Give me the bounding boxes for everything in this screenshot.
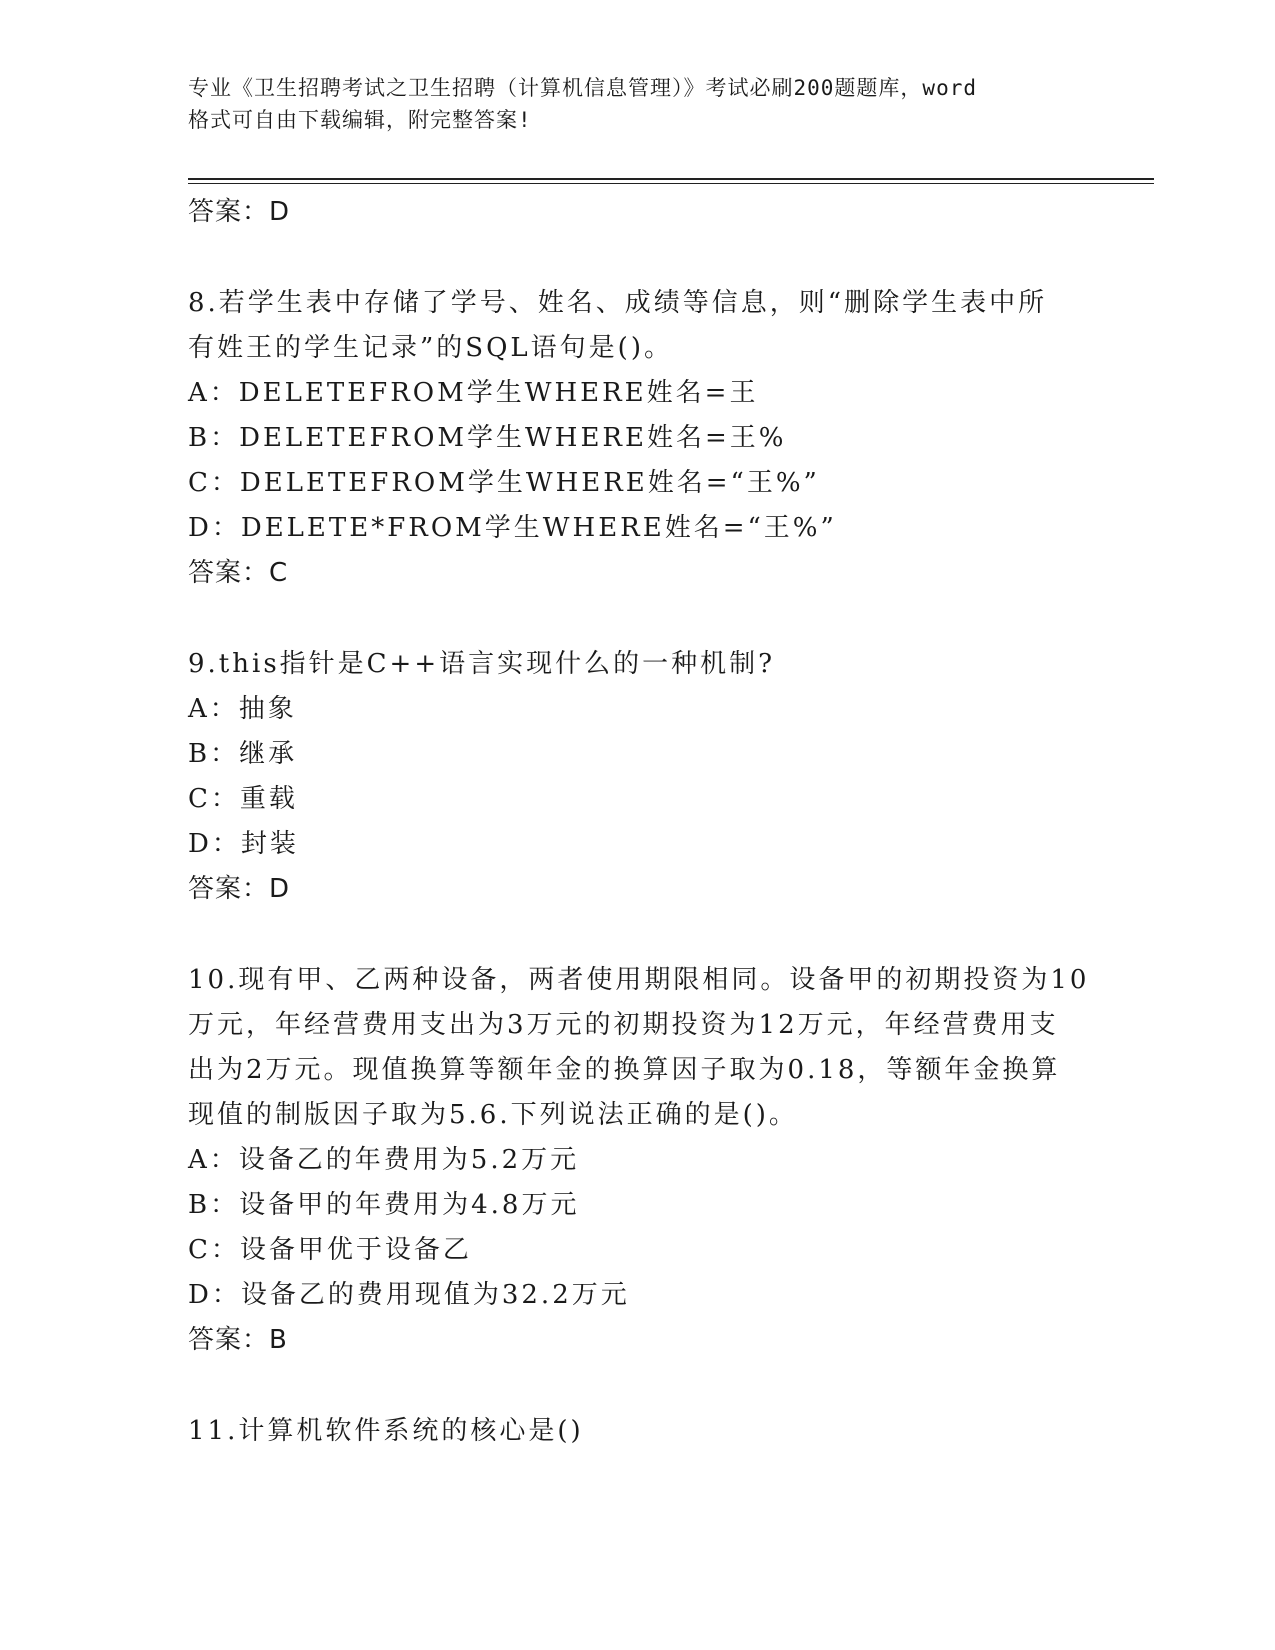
question-8-stem-line-1: 8.若学生表中存储了学号、姓名、成绩等信息，则“删除学生表中所 — [188, 288, 1048, 318]
spacer — [188, 595, 1088, 642]
question-list — [188, 190, 1088, 1454]
question-8 — [188, 281, 1088, 595]
header-line-1: 专业《卫生招聘考试之卫生招聘（计算机信息管理）》考试必刷200题题库，word — [188, 76, 977, 100]
question-9 — [188, 642, 1088, 911]
question-10-stem-line-2: 万元，年经营费用支出为3万元的初期投资为12万元，年经营费用支 — [188, 1010, 1059, 1040]
question-11 — [188, 1409, 1088, 1454]
header-line-2: 格式可自由下载编辑，附完整答案! — [188, 108, 532, 132]
question-8-answer: 答案：C — [188, 558, 289, 588]
question-9-stem-line-1: 9.this指针是C++语言实现什么的一种机制? — [188, 649, 776, 679]
question-10-option-c: C：设备甲优于设备乙 — [188, 1235, 472, 1265]
question-11-stem-line-1: 11.计算机软件系统的核心是() — [188, 1416, 584, 1446]
question-10-option-b: B：设备甲的年费用为4.8万元 — [188, 1190, 580, 1220]
question-9-option-d: D：封装 — [188, 829, 299, 859]
question-9-option-b: B：继承 — [188, 739, 298, 769]
question-8-option-d: D：DELETE*FROM学生WHERE姓名=“王%” — [188, 513, 837, 543]
question-8-option-b: B：DELETEFROM学生WHERE姓名=王% — [188, 423, 787, 453]
header-divider-thin — [188, 183, 1154, 184]
question-9-answer: 答案：D — [188, 874, 291, 904]
question-10-answer: 答案：B — [188, 1325, 288, 1355]
question-10-stem-line-4: 现值的制版因子取为5.6.下列说法正确的是()。 — [188, 1100, 798, 1130]
question-10 — [188, 958, 1088, 1362]
question-10-stem-line-1: 10.现有甲、乙两种设备，两者使用期限相同。设备甲的初期投资为10 — [188, 965, 1090, 995]
question-8-option-a: A：DELETEFROM学生WHERE姓名=王 — [188, 378, 759, 408]
question-10-option-a: A：设备乙的年费用为5.2万元 — [188, 1145, 580, 1175]
spacer — [188, 911, 1088, 958]
spacer — [188, 1362, 1088, 1409]
document-header — [188, 72, 1088, 136]
header-divider-thick — [188, 178, 1154, 180]
previous-answer: 答案：D — [188, 197, 291, 227]
question-9-option-c: C：重载 — [188, 784, 298, 814]
spacer — [188, 234, 1088, 281]
question-8-option-c: C：DELETEFROM学生WHERE姓名=“王%” — [188, 468, 820, 498]
question-10-option-d: D：设备乙的费用现值为32.2万元 — [188, 1280, 630, 1310]
question-9-option-a: A：抽象 — [188, 694, 297, 724]
question-8-stem-line-2: 有姓王的学生记录”的SQL语句是()。 — [188, 333, 673, 363]
question-10-stem-line-3: 出为2万元。现值换算等额年金的换算因子取为0.18，等额年金换算 — [188, 1055, 1061, 1085]
